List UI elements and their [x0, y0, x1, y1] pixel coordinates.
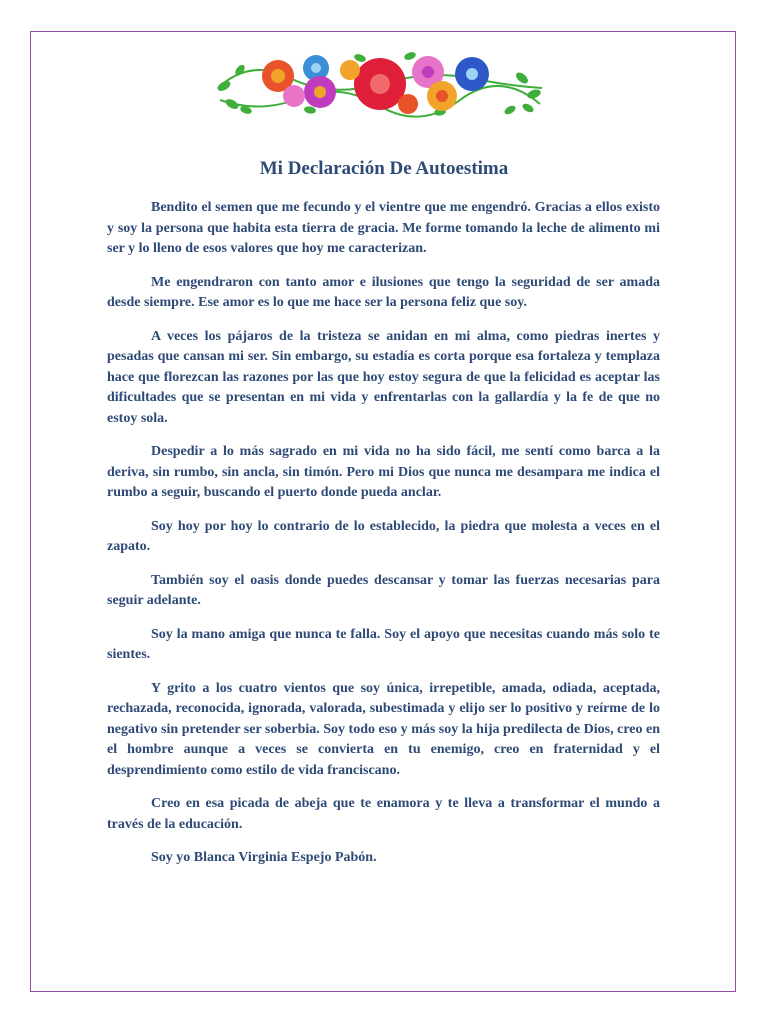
paragraph: Bendito el semen que me fecundo y el vientre que me engendró. Gracias a ellos existo y soy la persona que habita esta tierra de gracia. Me forme tomando la leche de alimento mi ser y lo lleno de esos valores que hoy me caracterizan.	[107, 200, 660, 256]
paragraph: Me engendraron con tanto amor e ilusiones que tengo la seguridad de ser amada desde siempre. Ese amor es lo que me hace ser la persona feliz que soy.	[107, 274, 660, 310]
page-title: Mi Declaración De Autoestima	[259, 158, 509, 179]
paragraph: Y grito a los cuatro vientos que soy única, irrepetible, amada, odiada, aceptada, rechazada, reconocida, ignorada, valorada, subestimada y elijo ser lo positivo y reírme de lo negativo sin pretender ser soberbia. Soy todo eso y más soy la hija predilecta de Dios, creo en el hombre aunque a veces se convierta en tu enemigo, creo en fraternidad y el desprendimiento como estilo de vida franciscano.	[107, 680, 660, 778]
declaration-body	[107, 198, 660, 882]
paragraph: Creo en esa picada de abeja que te enamora y te lleva a transformar el mundo a través de la educación.	[107, 796, 660, 832]
signature-line: Soy yo Blanca Virginia Espejo Pabón.	[151, 850, 377, 865]
paragraph: También soy el oasis donde puedes descansar y tomar las fuerzas necesarias para seguir adelante.	[107, 572, 660, 608]
paragraph: Soy hoy por hoy lo contrario de lo establecido, la piedra que molesta a veces en el zapato.	[107, 518, 660, 554]
paragraph: A veces los pájaros de la tristeza se anidan en mi alma, como piedras inertes y pesadas que cansan mi ser. Sin embargo, su estadía es corta porque esa fortaleza y templaza hace que florezcan las razones por las que hoy estoy segura de que la felicidad es aceptar las dificultades que se presentan en mi vida y enfrentarlas con la gallardía y la fe de que no estoy sola.	[107, 328, 660, 426]
paragraph: Despedir a lo más sagrado en mi vida no ha sido fácil, me sentí como barca a la deriva, sin rumbo, sin ancla, sin timón. Pero mi Dios que nunca me desampara me indica el rumbo a seguir, buscando el puerto donde pueda anclar.	[107, 444, 660, 500]
flower-garland-icon	[210, 48, 550, 120]
paragraph: Soy la mano amiga que nunca te falla. Soy el apoyo que necesitas cuando más solo te sientes.	[107, 626, 660, 662]
